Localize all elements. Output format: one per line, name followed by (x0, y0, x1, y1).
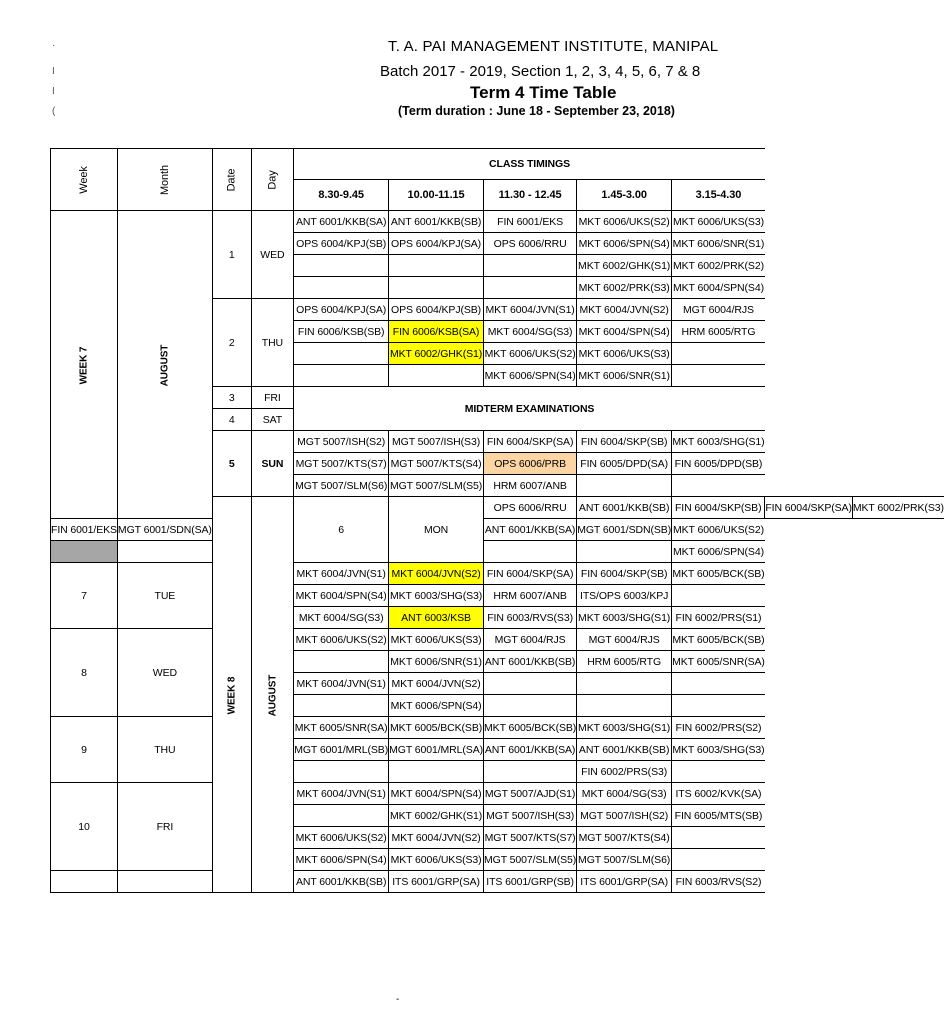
class-slot (672, 695, 765, 717)
class-slot: MGT 5007/SLM(S5) (389, 475, 484, 497)
class-slot: ANT 6003/KSB (389, 607, 484, 629)
day-cell: THU (117, 717, 212, 783)
date-cell: 7 (51, 563, 118, 629)
date-cell: 9 (51, 717, 118, 783)
class-slot (484, 255, 577, 277)
day-cell: WED (117, 629, 212, 717)
class-slot: MKT 6006/UKS(S2) (484, 343, 577, 365)
class-slot: MGT 6004/RJS (484, 629, 577, 651)
class-slot: MKT 6004/SPN(S4) (389, 783, 484, 805)
footer-mark: - (396, 994, 400, 1005)
week-label (51, 211, 118, 519)
class-slot (294, 343, 389, 365)
page-title: Term 4 Time Table (470, 83, 617, 102)
class-slot: OPS 6004/KPJ(SB) (294, 233, 389, 255)
class-slot: MKT 6006/SPN(S4) (294, 849, 389, 871)
term-duration: (Term duration : June 18 - September 23, 2018) (398, 104, 675, 118)
month-label (251, 497, 294, 893)
class-slot: MKT 6006/UKS(S3) (389, 629, 484, 651)
edge-mark: I (52, 86, 55, 97)
class-slot: MKT 6005/BCK(SB) (484, 717, 577, 739)
class-slot: MGT 5007/ISH(S2) (577, 805, 672, 827)
class-slot: HRM 6007/ANB (484, 585, 577, 607)
class-slot: MKT 6004/JVN(S2) (389, 673, 484, 695)
class-slot (484, 761, 577, 783)
class-slot: OPS 6004/KPJ(SA) (294, 299, 389, 321)
class-slot (389, 761, 484, 783)
class-slot: ANT 6001/KKB(SA) (294, 211, 389, 233)
class-slot (672, 343, 765, 365)
class-slot: MKT 6004/SG(S3) (294, 607, 389, 629)
month-label-text: AUGUST (266, 674, 278, 716)
class-slot: MKT 6006/SPN(S4) (672, 541, 765, 563)
header-day (251, 149, 294, 211)
class-slot: FIN 6002/PRS(S1) (672, 607, 765, 629)
date-cell: 4 (212, 409, 251, 431)
class-slot: MKT 6005/BCK(SB) (672, 563, 765, 585)
class-slot: MKT 6006/UKS(S2) (294, 827, 389, 849)
class-slot: MKT 6002/GHK(S1) (389, 343, 484, 365)
class-slot: MKT 6006/UKS(S3) (577, 343, 672, 365)
class-slot: FIN 6005/DPD(SA) (577, 453, 672, 475)
class-slot: MKT 6003/SHG(S3) (672, 739, 765, 761)
timing-slot: 8.30-9.45 (294, 180, 389, 211)
class-slot: MKT 6005/BCK(SB) (672, 629, 765, 651)
date-cell (51, 871, 118, 893)
class-slot: MGT 5007/ISH(S3) (484, 805, 577, 827)
header-month (117, 149, 212, 211)
class-slot (294, 277, 389, 299)
class-slot: FIN 6004/SKP(SB) (577, 431, 672, 453)
class-slot: HRM 6007/ANB (484, 475, 577, 497)
class-slot: FIN 6004/SKP(SB) (577, 563, 672, 585)
class-slot: MKT 6005/SNR(SA) (672, 651, 765, 673)
class-slot: MGT 6001/MRL(SB) (294, 739, 389, 761)
day-cell: SAT (251, 409, 294, 431)
class-slot: MKT 6006/SNR(S1) (577, 365, 672, 387)
class-slot: MKT 6006/UKS(S2) (672, 519, 765, 541)
class-slot: MKT 6004/JVN(S2) (577, 299, 672, 321)
day-cell (117, 871, 212, 893)
week-label-text: WEEK 7 (78, 346, 90, 384)
class-slot: MKT 6006/SPN(S4) (389, 695, 484, 717)
class-slot: HRM 6005/RTG (577, 651, 672, 673)
class-slot: ANT 6001/KKB(SB) (577, 497, 672, 519)
class-slot: FIN 6004/SKP(SA) (765, 497, 853, 519)
date-cell: 6 (294, 497, 389, 563)
header-class-timings: CLASS TIMINGS (294, 149, 765, 180)
class-slot (389, 255, 484, 277)
header-day-text: Day (266, 169, 279, 190)
class-slot: MGT 6001/MRL(SA) (389, 739, 484, 761)
week-label-text: WEEK 8 (226, 676, 238, 714)
class-slot: FIN 6006/KSB(SB) (294, 321, 389, 343)
header-week-text: Week (77, 165, 90, 194)
class-slot: MGT 6001/SDN(SA) (117, 519, 212, 541)
edge-mark: ( (52, 106, 56, 117)
class-slot: MGT 5007/KTS(S4) (577, 827, 672, 849)
class-slot: MKT 6004/JVN(S1) (294, 563, 389, 585)
class-slot (294, 805, 389, 827)
class-slot: MGT 5007/KTS(S7) (294, 453, 389, 475)
day-cell: TUE (117, 563, 212, 629)
class-slot: FIN 6004/SKP(SB) (672, 497, 765, 519)
class-slot: MKT 6004/JVN(S1) (484, 299, 577, 321)
date-cell: 1 (212, 211, 251, 299)
class-slot: HRM 6005/RTG (672, 321, 765, 343)
institute-name: T. A. PAI MANAGEMENT INSTITUTE, MANIPAL (388, 38, 719, 55)
class-slot: ITS 6001/GRP(SA) (389, 871, 484, 893)
class-slot: FIN 6003/RVS(S3) (484, 607, 577, 629)
class-slot: MKT 6004/JVN(S1) (294, 783, 389, 805)
month-label (117, 211, 212, 519)
class-slot: MKT 6006/SNR(S1) (672, 233, 765, 255)
class-slot: FIN 6005/DPD(SB) (672, 453, 765, 475)
class-slot (484, 277, 577, 299)
class-slot: FIN 6001/EKS (484, 211, 577, 233)
class-slot: MKT 6002/GHK(S1) (577, 255, 672, 277)
header-week (51, 149, 118, 211)
class-slot (484, 673, 577, 695)
class-slot: ITS/OPS 6003/KPJ (577, 585, 672, 607)
class-slot: MKT 6006/UKS(S2) (577, 211, 672, 233)
timing-slot: 1.45-3.00 (577, 180, 672, 211)
class-slot: OPS 6006/RRU (484, 497, 577, 519)
class-slot: MGT 5007/ISH(S3) (389, 431, 484, 453)
class-slot: ANT 6001/KKB(SA) (484, 739, 577, 761)
class-slot: MKT 6006/UKS(S3) (672, 211, 765, 233)
class-slot: ITS 6002/KVK(SA) (672, 783, 765, 805)
class-slot: MKT 6006/SNR(S1) (389, 651, 484, 673)
class-slot: MGT 6001/SDN(SB) (577, 519, 672, 541)
class-slot: MKT 6003/SHG(S1) (577, 607, 672, 629)
class-slot (484, 541, 577, 563)
class-slot: MKT 6003/SHG(S1) (577, 717, 672, 739)
class-slot: MGT 6004/RJS (672, 299, 765, 321)
class-slot: MKT 6004/JVN(S2) (389, 827, 484, 849)
class-slot: MKT 6004/SG(S3) (484, 321, 577, 343)
class-slot: MKT 6004/JVN(S2) (389, 563, 484, 585)
class-slot: MKT 6004/SPN(S4) (294, 585, 389, 607)
class-slot: FIN 6003/RVS(S2) (672, 871, 765, 893)
class-slot: MKT 6002/PRK(S2) (672, 255, 765, 277)
date-cell: 8 (51, 629, 118, 717)
class-slot: MGT 5007/SLM(S6) (577, 849, 672, 871)
class-slot: OPS 6006/PRB (484, 453, 577, 475)
edge-mark: I (52, 66, 55, 77)
class-slot: MKT 6004/JVN(S1) (294, 673, 389, 695)
class-slot: MKT 6006/SPN(S4) (484, 365, 577, 387)
timing-slot: 10.00-11.15 (389, 180, 484, 211)
class-slot (484, 695, 577, 717)
class-slot: MKT 6004/SG(S3) (577, 783, 672, 805)
class-slot (672, 849, 765, 871)
class-slot (389, 365, 484, 387)
header-date-text: Date (225, 168, 238, 191)
day-cell: FRI (117, 783, 212, 871)
class-slot: MGT 5007/SLM(S6) (294, 475, 389, 497)
class-slot (294, 255, 389, 277)
class-slot (577, 541, 672, 563)
class-slot: ITS 6001/GRP(SA) (577, 871, 672, 893)
class-slot (117, 541, 212, 563)
class-slot (672, 365, 765, 387)
class-slot (672, 761, 765, 783)
date-cell: 3 (212, 387, 251, 409)
batch-line: Batch 2017 - 2019, Section 1, 2, 3, 4, 5, 6, 7 & 8 (380, 63, 701, 80)
class-slot (672, 585, 765, 607)
midterm-block: MIDTERM EXAMINATIONS (294, 387, 765, 431)
class-slot: FIN 6006/KSB(SA) (389, 321, 484, 343)
class-slot: MGT 6004/RJS (577, 629, 672, 651)
class-slot: MKT 6005/SNR(SA) (294, 717, 389, 739)
date-cell: 5 (212, 431, 251, 497)
class-slot: ANT 6001/KKB(SA) (484, 519, 577, 541)
day-cell: THU (251, 299, 294, 387)
class-slot: FIN 6005/MTS(SB) (672, 805, 765, 827)
class-slot: MGT 5007/SLM(S5) (484, 849, 577, 871)
class-slot: MKT 6006/SPN(S4) (577, 233, 672, 255)
class-slot: FIN 6002/PRS(S3) (577, 761, 672, 783)
class-slot (294, 365, 389, 387)
header-date (212, 149, 251, 211)
class-slot (577, 695, 672, 717)
class-slot (672, 673, 765, 695)
day-cell: FRI (251, 387, 294, 409)
class-slot: MGT 5007/AJD(S1) (484, 783, 577, 805)
class-slot: MGT 5007/ISH(S2) (294, 431, 389, 453)
timing-slot: 11.30 - 12.45 (484, 180, 577, 211)
class-slot (294, 651, 389, 673)
class-slot (294, 761, 389, 783)
class-slot (577, 673, 672, 695)
timing-slot: 3.15-4.30 (672, 180, 765, 211)
class-slot: MKT 6003/SHG(S1) (672, 431, 765, 453)
class-slot: ANT 6001/KKB(SB) (389, 211, 484, 233)
day-cell: WED (251, 211, 294, 299)
class-slot (294, 695, 389, 717)
class-slot: MKT 6002/PRK(S3) (852, 497, 944, 519)
class-slot: FIN 6001/EKS (51, 519, 118, 541)
class-slot: MGT 5007/KTS(S4) (389, 453, 484, 475)
class-slot: ANT 6001/KKB(SB) (577, 739, 672, 761)
class-slot: MKT 6005/BCK(SB) (389, 717, 484, 739)
class-slot: OPS 6006/RRU (484, 233, 577, 255)
day-cell: SUN (251, 431, 294, 497)
class-slot: FIN 6002/PRS(S2) (672, 717, 765, 739)
date-cell: 2 (212, 299, 251, 387)
week-label (212, 497, 251, 893)
class-slot: ITS 6001/GRP(SB) (484, 871, 577, 893)
class-slot: FIN 6004/SKP(SA) (484, 431, 577, 453)
month-label-text: AUGUST (159, 344, 171, 386)
edge-mark: · (52, 40, 56, 51)
class-slot: ANT 6001/KKB(SB) (294, 871, 389, 893)
class-slot: OPS 6004/KPJ(SA) (389, 233, 484, 255)
class-slot: ANT 6001/KKB(SB) (484, 651, 577, 673)
timetable (50, 148, 944, 893)
class-slot: MKT 6006/UKS(S3) (389, 849, 484, 871)
class-slot: MKT 6002/PRK(S3) (577, 277, 672, 299)
header-month-text: Month (158, 164, 171, 195)
class-slot: FIN 6004/SKP(SA) (484, 563, 577, 585)
class-slot: MKT 6006/UKS(S2) (294, 629, 389, 651)
class-slot: MKT 6004/SPN(S4) (577, 321, 672, 343)
class-slot (672, 827, 765, 849)
class-slot (51, 541, 118, 563)
class-slot: MKT 6004/SPN(S4) (672, 277, 765, 299)
class-slot: MGT 5007/KTS(S7) (484, 827, 577, 849)
class-slot (672, 475, 765, 497)
class-slot (577, 475, 672, 497)
date-cell: 10 (51, 783, 118, 871)
day-cell: MON (389, 497, 484, 563)
class-slot: OPS 6004/KPJ(SB) (389, 299, 484, 321)
class-slot (389, 277, 484, 299)
class-slot: MKT 6002/GHK(S1) (389, 805, 484, 827)
class-slot: MKT 6003/SHG(S3) (389, 585, 484, 607)
